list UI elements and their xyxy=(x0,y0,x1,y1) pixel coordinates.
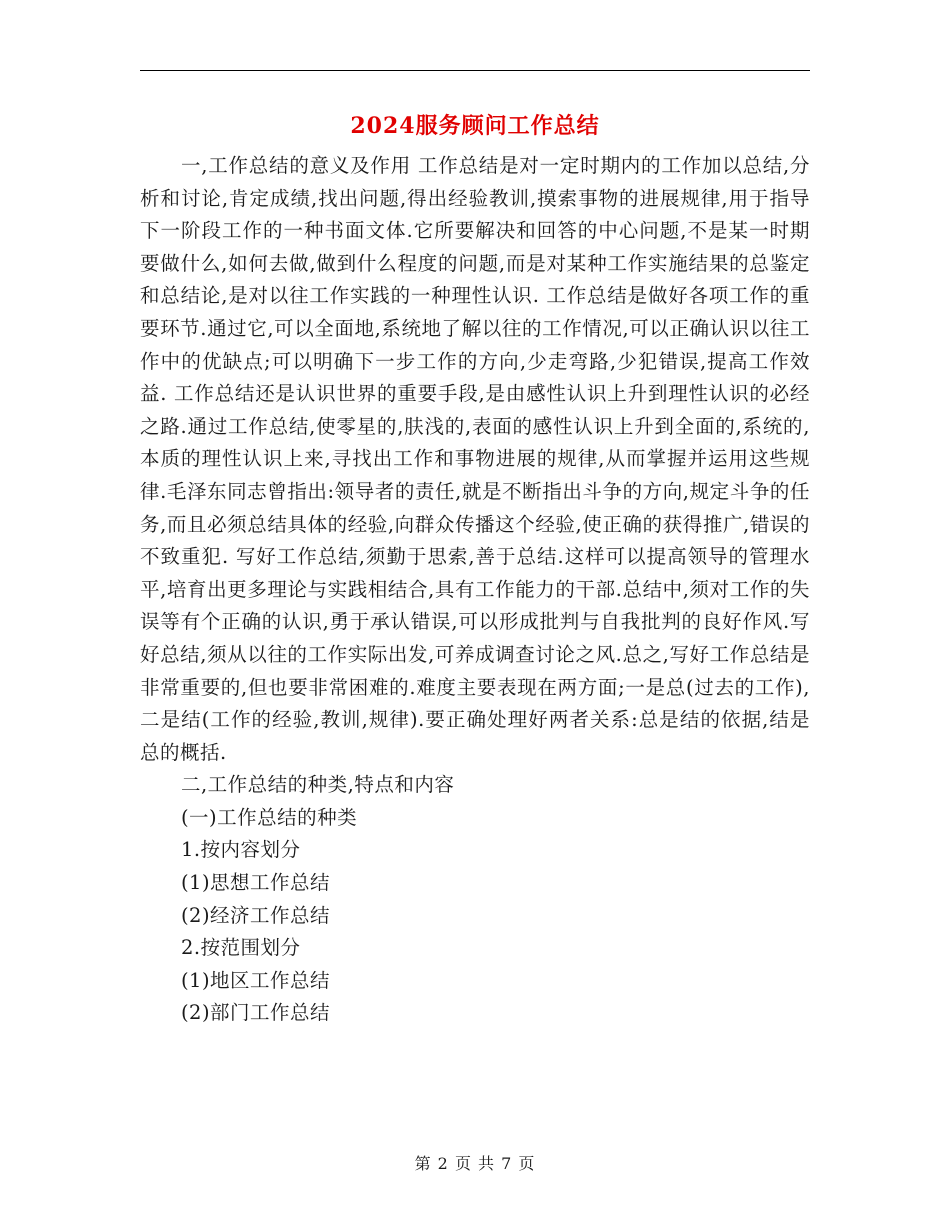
body-paragraph: 一,工作总结的意义及作用 工作总结是对一定时期内的工作加以总结,分析和讨论,肯定成绩,找出问题,得出经验教训,摸索事物的进展规律,用于指导下一阶段工作的一种书面文体.它所要解决和回答的中心问题,不是某一时期要做什么,如何去做,做到什么程度的问题,而是对某种工作实施结果的总鉴定和总结论,是对以往工作实践的一种理性认识. 工作总结是做好各项工作的重要环节.通过它,可以全面地,系统地了解以往的工作情况,可以正确认识以往工作中的优缺点;可以明确下一步工作的方向,少走弯路,少犯错误,提高工作效益. 工作总结还是认识世界的重要手段,是由感性认识上升到理性认识的必经之路.通过工作总结,使零星的,肤浅的,表面的感性认识上升到全面的,系统的,本质的理性认识上来,寻找出工作和事物进展的规律,从而掌握并运用这些规律.毛泽东同志曾指出:领导者的责任,就是不断指出斗争的方向,规定斗争的任务,而且必须总结具体的经验,向群众传播这个经验,使正确的获得推广,错误的不致重犯. 写好工作总结,须勤于思索,善于总结.这样可以提高领导的管理水平,培育出更多理论与实践相结合,具有工作能力的干部.总结中,须对工作的失误等有个正确的认识,勇于承认错误,可以形成批判与自我批判的良好作风.写好总结,须从以往的工作实际出发,可养成调查讨论之风.总之,写好工作总结是非常重要的,但也要非常困难的.难度主要表现在两方面;一是总(过去的工作),二是结(工作的经验,教训,规律).要正确处理好两者关系:总是结的依据,结是总的概括. xyxy=(140,154,810,764)
list-item: (1)思想工作总结 xyxy=(180,871,331,895)
page-number-footer: 第 2 页 共 7 页 xyxy=(414,1154,536,1173)
document-body xyxy=(140,150,810,1030)
subsection-heading: (一)工作总结的种类 xyxy=(180,805,358,829)
header-rule xyxy=(140,70,810,71)
list-item: (1)地区工作总结 xyxy=(180,968,331,992)
list-item: 2.按范围划分 xyxy=(180,936,301,960)
list-item: (2)部门工作总结 xyxy=(180,1001,331,1025)
document-title: 2024服务顾问工作总结 xyxy=(350,113,600,139)
list-item: (2)经济工作总结 xyxy=(180,903,331,927)
section-heading: 二,工作总结的种类,特点和内容 xyxy=(180,773,455,797)
list-item: 1.按内容划分 xyxy=(180,838,301,862)
